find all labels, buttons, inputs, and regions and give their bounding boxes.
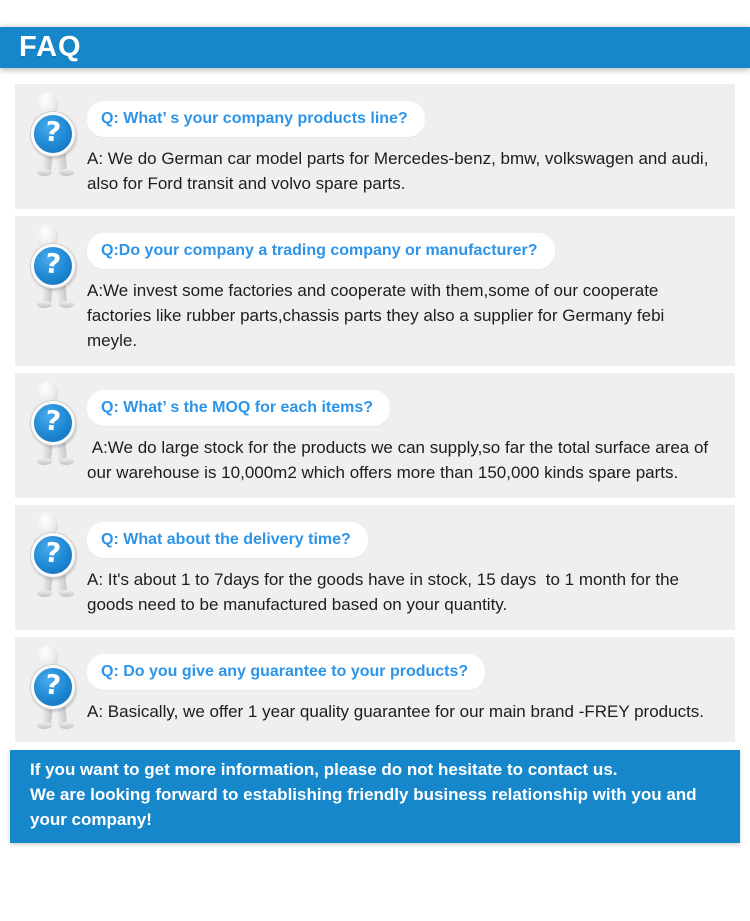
question-bubble: Q: Do you give any guarantee to your products?	[87, 654, 485, 690]
answer-text: A:We invest some factories and cooperate with them,some of our cooperate factories like rubber parts,chassis parts they also a supplier for Germany febi meyle.	[87, 281, 670, 350]
question-figure-icon	[30, 92, 82, 176]
question-figure-icon	[30, 224, 82, 308]
question-bubble: Q: What’ s the MOQ for each items?	[87, 390, 390, 426]
question-figure-icon	[30, 513, 82, 597]
question-badge-icon: ?	[31, 401, 75, 445]
page-title: FAQ	[19, 31, 82, 63]
footer-line-1: If you want to get more information, please do not hesitate to contact us.	[30, 760, 618, 779]
faq-item-2	[15, 216, 735, 366]
faq-item-3	[15, 373, 735, 498]
answer-text: A: Basically, we offer 1 year quality guarantee for our main brand -FREY products.	[87, 702, 705, 721]
answer-text: A: We do German car model parts for Mercedes-benz, bmw, volkswagen and audi, also for Ford transit and volvo spare parts.	[87, 149, 714, 193]
question-badge-icon: ?	[31, 112, 75, 156]
faq-item-5	[15, 637, 735, 742]
question-bubble: Q:Do your company a trading company or manufacturer?	[87, 233, 555, 269]
question-figure-icon	[30, 381, 82, 465]
answer-text: A: It's about 1 to 7days for the goods have in stock, 15 days to 1 month for the goods need to be manufactured based on your quantity.	[87, 570, 684, 614]
question-badge-icon: ?	[31, 533, 75, 577]
footer-line-2: We are looking forward to establishing friendly business relationship with you and your company!	[30, 785, 697, 829]
faq-list	[0, 84, 750, 742]
question-badge-icon: ?	[31, 244, 75, 288]
question-figure-icon	[30, 645, 82, 729]
question-bubble: Q: What’ s your company products line?	[87, 101, 425, 137]
footer-banner	[10, 750, 740, 843]
question-bubble: Q: What about the delivery time?	[87, 522, 368, 558]
answer-text: A:We do large stock for the products we can supply,so far the total surface area of our warehouse is 10,000m2 which offers more than 150,000 kinds spare parts.	[87, 438, 713, 482]
question-badge-icon: ?	[31, 665, 75, 709]
faq-item-4	[15, 505, 735, 630]
faq-item-1	[15, 84, 735, 209]
faq-header-bar	[0, 27, 750, 68]
